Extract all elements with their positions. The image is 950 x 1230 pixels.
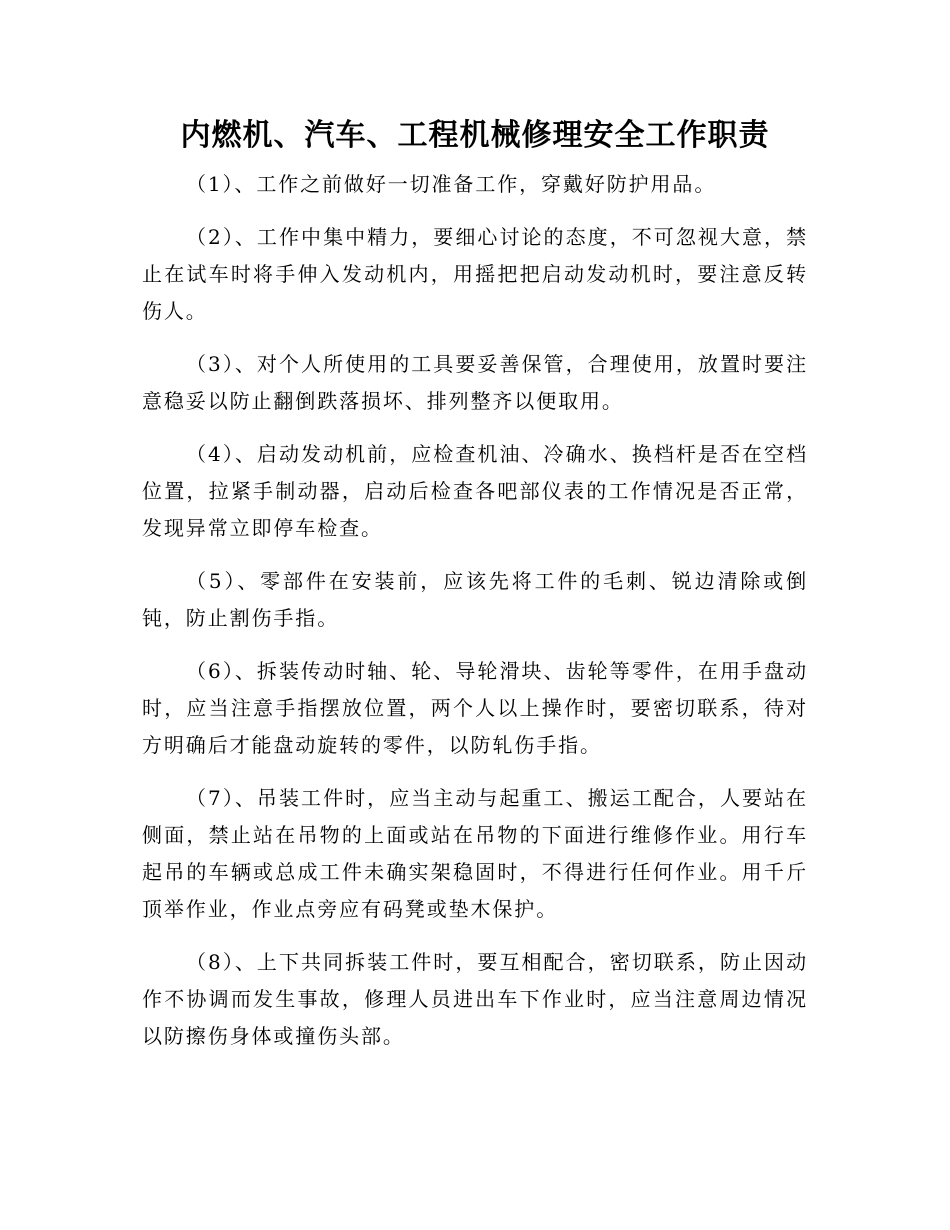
paragraph-7: （7）、吊装工件时，应当主动与起重工、搬运工配合，人要站在侧面，禁止站在吊物的上面或站在吊物的下面进行维修作业。用行车起吊的车辆或总成工件未确实架稳固时，不得进行任何作业。用千斤顶举作业，作业点旁应有码凳或垫木保护。 xyxy=(142,786,808,921)
paragraph-2: （2）、工作中集中精力，要细心讨论的态度，不可忽视大意，禁止在试车时将手伸入发动机内，用摇把把启动发动机时，要注意反转伤人。 xyxy=(142,225,808,323)
paragraph-8: （8）、上下共同拆装工件时，要互相配合，密切联系，防止因动作不协调而发生事故，修理人员进出车下作业时，应当注意周边情况以防擦伤身体或撞伤头部。 xyxy=(142,950,808,1048)
paragraph-6: （6）、拆装传动时轴、轮、导轮滑块、齿轮等零件，在用手盘动时，应当注意手指摆放位置，两个人以上操作时，要密切联系，待对方明确后才能盘动旋转的零件，以防轧伤手指。 xyxy=(142,659,808,757)
paragraph-5: （5）、零部件在安装前，应该先将工件的毛刺、锐边清除或倒钝，防止割伤手指。 xyxy=(142,569,808,630)
paragraph-1: （1）、工作之前做好一切准备工作，穿戴好防护用品。 xyxy=(186,172,717,196)
paragraph-4: （4）、启动发动机前，应检查机油、冷确水、换档杆是否在空档位置，拉紧手制动器，启动后检查各吧部仪表的工作情况是否正常，发现异常立即停车检查。 xyxy=(142,442,808,540)
paragraph-3: （3）、对个人所使用的工具要妥善保管，合理使用，放置时要注意稳妥以防止翻倒跌落损坏、排列整齐以便取用。 xyxy=(142,352,808,413)
document-title: 内燃机、汽车、工程机械修理安全工作职责 xyxy=(180,118,770,153)
document-body xyxy=(142,166,808,1071)
